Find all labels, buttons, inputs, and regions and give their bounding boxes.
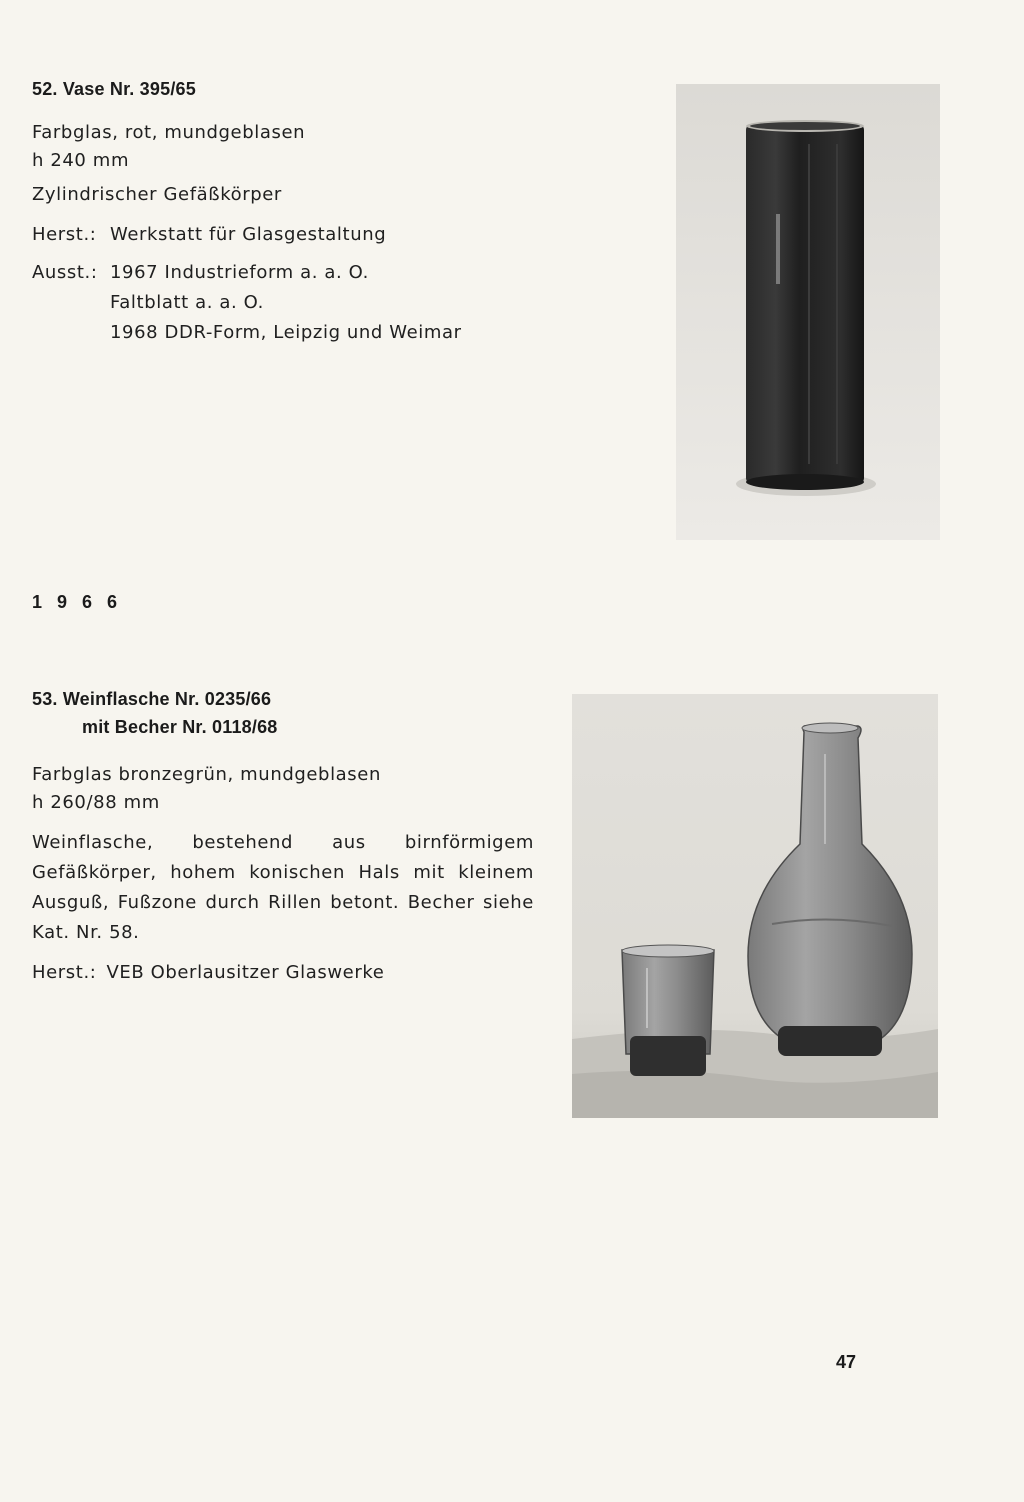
entry-52-title: 52. Vase Nr. 395/65 (32, 79, 196, 99)
entry-52-exhibition-label: Ausst.: (32, 262, 98, 283)
year-divider: 1 9 6 6 (32, 592, 123, 612)
entry-52-height: h 240 mm (32, 150, 130, 171)
entry-52-material: Farbglas, rot, mundgeblasen (32, 122, 306, 143)
page-number: 47 (836, 1352, 857, 1372)
entry-52-description: Zylindrischer Gefäßkörper (32, 184, 282, 205)
entry-52-exhibition-item: Faltblatt a. a. O. (110, 292, 264, 313)
entry-52-exhibition-list (110, 258, 462, 348)
entry-53-material: Farbglas bronzegrün, mundgeblasen (32, 764, 381, 785)
vase-illustration (676, 84, 940, 540)
entry-53-manufacturer-label: Herst.: (32, 962, 97, 983)
wine-bottle-illustration (572, 694, 938, 1118)
entry-53-description: Weinflasche, bestehend aus birnförmigem Gefäßkörper, hohem konischen Hals mit kleinem Ausguß, Fußzone durch Rillen betont. Becher siehe Kat. Nr. 58. (32, 832, 534, 943)
entry-52-manufacturer-row (32, 220, 552, 250)
vase-photo (676, 84, 940, 540)
entry-52-exhibition-item: 1968 DDR-Form, Leipzig und Weimar (110, 322, 462, 343)
entry-52-details (32, 118, 552, 348)
entry-53-title-line2: mit Becher Nr. 0118/68 (82, 717, 278, 737)
wine-bottle-photo (572, 694, 938, 1118)
entry-53-manufacturer-row (32, 958, 534, 988)
entry-52-manufacturer: Werkstatt für Glasgestaltung (110, 224, 387, 245)
entry-53-title-line1: 53. Weinflasche Nr. 0235/66 (32, 689, 272, 709)
entry-53-details (32, 760, 534, 988)
entry-52-exhibition-row (32, 258, 552, 348)
entry-52-manufacturer-label: Herst.: (32, 224, 97, 245)
entry-53-manufacturer: VEB Oberlausitzer Glaswerke (106, 962, 385, 983)
entry-52-exhibition-item: 1967 Industrieform a. a. O. (110, 262, 369, 283)
entry-53-height: h 260/88 mm (32, 792, 160, 813)
